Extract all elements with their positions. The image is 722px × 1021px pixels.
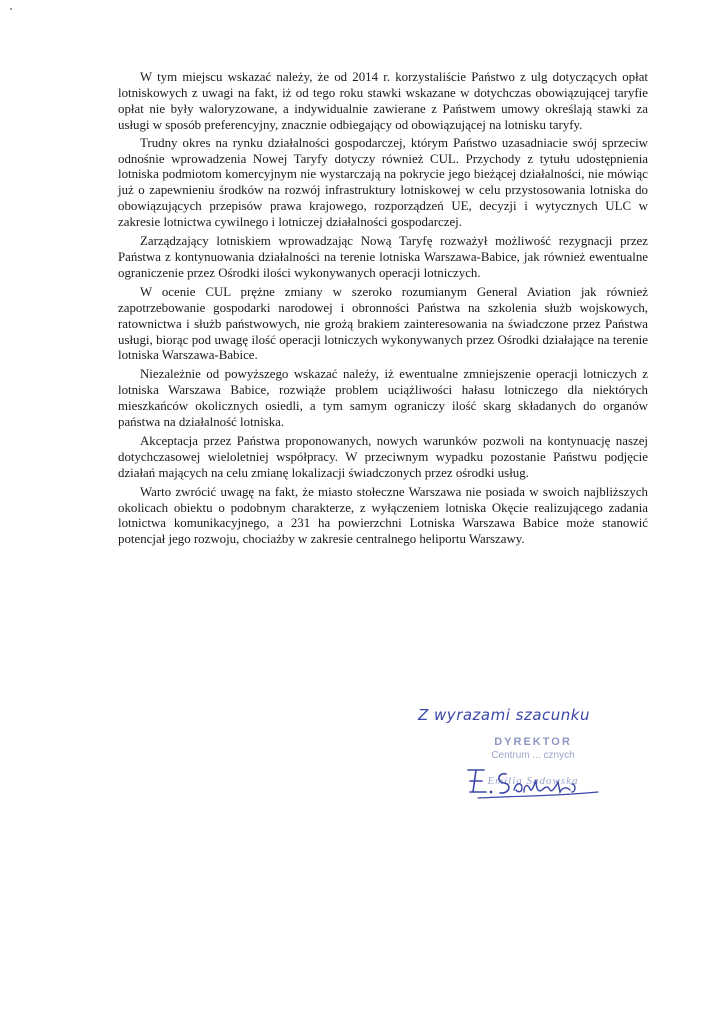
paragraph-6: Akceptacja przez Państwa proponowanych, nowych warunków pozwoli na kontynuację naszej dotychczasowej wieloletniej współpracy. W przeciwnym wypadku pozostanie Państwu podjęcie działań mających na celu zmianę lokalizacji świadczonych przez ośrodki usług. [118,433,648,480]
paragraph-3: Zarządzający lotniskiem wprowadzając Nową Taryfę rozważył możliwość rezygnacji przez Państwa z kontynuowania działalności na terenie lotniska Warszawa-Babice, jak również ewentualne ograniczenie przez Ośrodki ilości wykonywanych operacji lotniczych. [118,234,648,280]
stamp-institution: Centrum ... cznych [491,750,575,761]
paragraph-4: W ocenie CUL prężne zmiany w szeroko rozumianym General Aviation jak również zapotrzebowanie gospodarki narodowej i obronności Państwa na szkolenia służb wojskowych, ratownictwa i służb państwowych, nie grożą brakiem zainteresowania na świadczone przez Państwa usługi, biorąc pod uwagę ilość operacji lotniczych wykonywanych przez Ośrodki działające na terenie lotniska Warszawa-Babice. [118,284,648,363]
stamp-title: DYREKTOR [494,736,572,748]
handwritten-signature [458,762,608,802]
paragraph-5: Niezależnie od powyższego wskazać należy, iż ewentualne zmniejszenie operacji lotniczych z lotniska Warszawa Babice, rozwiąże problem uciążliwości hałasu lotniczego dla niektórych mieszkańców okolicznych osiedli, a tym samym ograniczy ilość skarg składanych do organów państwa na działalność lotniska. [118,367,648,430]
paragraph-7: Warto zwrócić uwagę na fakt, że miasto stołeczne Warszawa nie posiada w swoich najbliższych okolicach obiektu o podobnym charakterze, z wyłączeniem lotniska Okęcie realizującego zadania lotnictwa komunikacyjnego, a 231 ha powierzchni Lotniska Warszawa Babice może stanowić potencjał jego rozwoju, chociażby w zakresie centralnego heliportu Warszawy. [118,484,648,547]
closing-block [418,706,718,816]
letter-body [118,70,648,551]
scan-mark [10,8,12,10]
stamp-name: Emilia Sadowska [487,775,579,787]
handwritten-regards: Z wyrazami szacunku [418,706,590,724]
paragraph-2: Trudny okres na rynku działalności gospodarczej, którym Państwo uzasadniacie swój sprzeciw odnośnie wprowadzenia Nowej Taryfy dotyczy również CUL. Przychody z tytułu udostępnienia lotniska podmiotom komercyjnym nie wystarczają na pokrycie jego bieżącej działalności, nie mówiąc już o zapewnieniu środków na rozwój infrastruktury lotniskowej w celu przystosowania lotniska do obowiązujących przepisów prawa krajowego, rozporządzeń UE, decyzji i wytycznych ULC w zakresie lotnictwa cywilnego i lotniczej działalności gospodarczej. [118,135,648,230]
paragraph-1: W tym miejscu wskazać należy, że od 2014 r. korzystaliście Państwo z ulg dotyczących opłat lotniskowych z uwagi na fakt, iż od tego roku stawki wskazane w dotychczas obowiązującej taryfie opłat nie były waloryzowane, a indywidualnie zawierane z Państwem umowy określają stawki za usługi w sposób preferencyjny, znacznie odbiegający od obowiązującej na lotnisku taryfy. [118,70,648,132]
